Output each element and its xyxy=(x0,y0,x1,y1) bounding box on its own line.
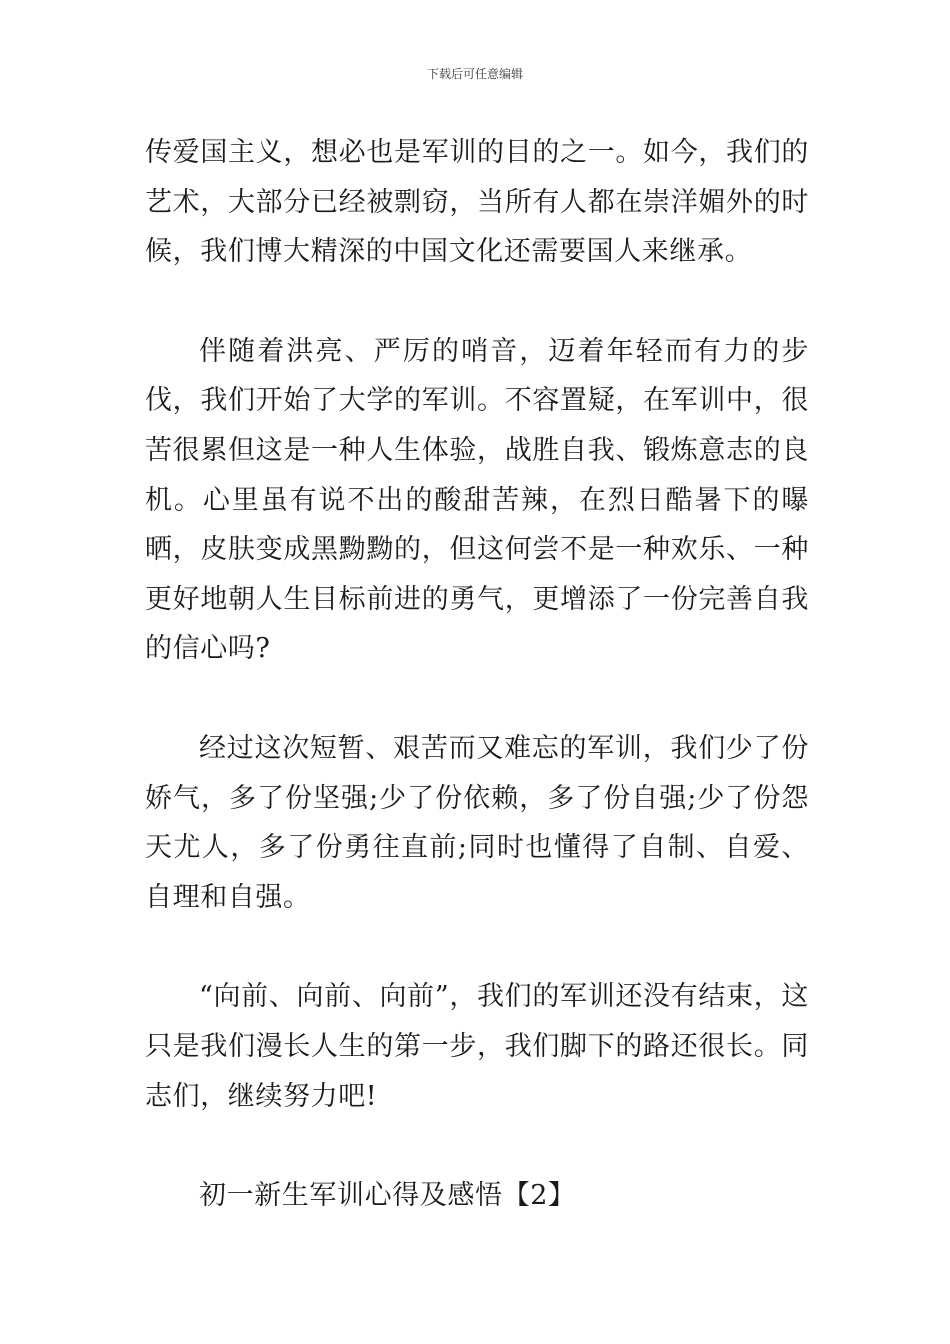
paragraph-4: “向前、向前、向前”，我们的军训还没有结束，这只是我们漫长人生的第一步，我们脚下的路还很长。同志们，继续努力吧! xyxy=(145,981,809,1112)
paragraph-3: 经过这次短暂、艰苦而又难忘的军训，我们少了份娇气，多了份坚强;少了份依赖，多了份自强;少了份怨天尤人，多了份勇往直前;同时也懂得了自制、自爱、自理和自强。 xyxy=(145,732,809,913)
paragraph-1: 传爱国主义，想必也是军训的目的之一。如今，我们的艺术，大部分已经被剽窃，当所有人都在崇洋媚外的时候，我们博大精深的中国文化还需要国人来继承。 xyxy=(145,137,809,268)
section-heading: 初一新生军训心得及感悟【2】 xyxy=(199,1180,576,1212)
page-header: 下载后可任意编辑 xyxy=(426,67,523,81)
paragraph-2: 伴随着洪亮、严厉的哨音，迈着年轻而有力的步伐，我们开始了大学的军训。不容置疑，在军训中，很苦很累但这是一种人生体验，战胜自我、锻炼意志的良机。心里虽有说不出的酸甜苦辣，在烈日酷暑下的曝晒，皮肤变成黑黝黝的，但这何尝不是一种欢乐、一种更好地朝人生目标前进的勇气，更增添了一份完善自我的信心吗? xyxy=(145,335,809,665)
document-body xyxy=(145,128,809,1221)
